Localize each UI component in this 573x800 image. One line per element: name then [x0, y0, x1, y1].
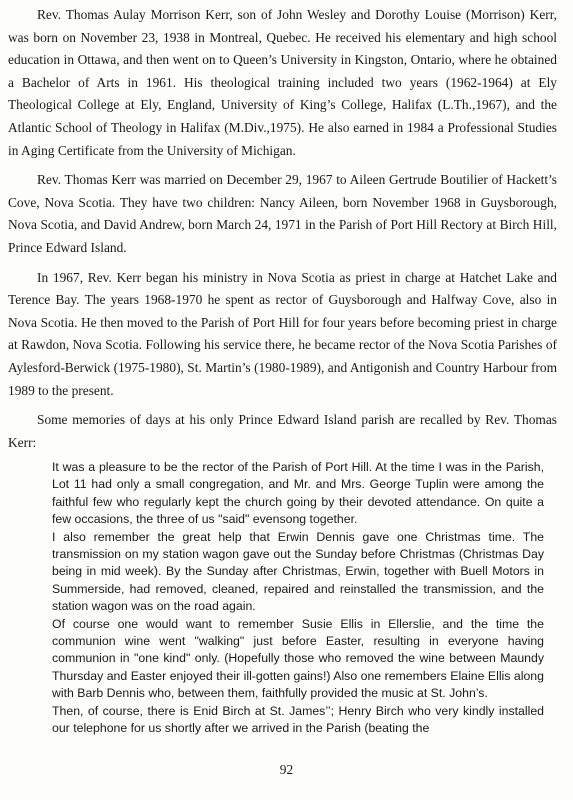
quote-paragraph-easter: Of course one would want to remember Susie Ellis in Ellerslie, and the time the communion wine went "walking" just before Easter, resulting in everyone having communion in "one kind" only. (Hopefully those who removed the wine between Maundy Thursday and Easter enjoyed their ill-gotten gains!) Also one remembers Elaine Ellis along with Barb Dennis who, between them, faithfully provided the music at St. John’s.: [52, 616, 544, 701]
page-number: 92: [279, 762, 294, 777]
paragraph-family: Rev. Thomas Kerr was married on December 29, 1967 to Aileen Gertrude Boutilier of Hackett’s Cove, Nova Scotia. They have two children: Nancy Aileen, born November 1968 in Guysborough, Nova Scotia, and David Andrew, born March 24, 1971 in the Parish of Port Hill Rectory at Birch Hill, Prince Edward Island.: [8, 172, 557, 255]
paragraph-ministry: In 1967, Rev. Kerr began his ministry in Nova Scotia as priest in charge at Hatchet Lake and Terence Bay. The years 1968-1970 he spent as rector of Guysborough and Halfway Cove, also in Nova Scotia. He then moved to the Parish of Port Hill for four years before becoming priest in charge at Rawdon, Nova Scotia. Following his service there, he became rector of the Nova Scotia Parishes of Aylesford-Berwick (1975-1980), St. Martin’s (1980-1989), and Antigonish and Country Harbour from 1989 to the present.: [8, 269, 557, 398]
biography-text: [8, 4, 557, 461]
paragraph-memories-intro: Some memories of days at his only Prince Edward Island parish are recalled by Rev. Thomas Kerr:: [8, 412, 557, 450]
quote-paragraph-port-hill: It was a pleasure to be the rector of the Parish of Port Hill. At the time I was in the Parish, Lot 11 had only a small congregation, and Mr. and Mrs. George Tuplin were among the faithful few who regularly kept the church going by their devoted attendance. On quite a few occasions, the three of us "said" evensong together.: [52, 460, 544, 527]
block-quote: [52, 459, 544, 738]
quote-paragraph-st-james: Then, of course, there is Enid Birch at St. James’’; Henry Birch who very kindly installed our telephone for us shortly after we arrived in the Parish (beating the: [52, 703, 544, 736]
quote-paragraph-christmas: I also remember the great help that Erwin Dennis gave one Christmas time. The transmission on my station wagon gave out the Sunday before Christmas (Christmas Day being in mid week). By the Sunday after Christmas, Erwin, together with Buell Motors in Summerside, had removed, cleaned, repaired and reinstalled the transmission, and the station wagon was on the road again.: [52, 529, 544, 614]
paragraph-education: Rev. Thomas Aulay Morrison Kerr, son of John Wesley and Dorothy Louise (Morrison) Kerr, was born on November 23, 1938 in Montreal, Quebec. He received his elementary and high school education in Ottawa, and then went on to Queen’s University in Kingston, Ontario, where he obtained a Bachelor of Arts in 1961. His theological training included two years (1962-1964) at Ely Theological College at Ely, England, University of King’s College, Halifax (L.Th.,1967), and the Atlantic School of Theology in Halifax (M.Div.,1975). He also earned in 1984 a Professional Studies in Aging Certificate from the University of Michigan.: [8, 7, 557, 158]
